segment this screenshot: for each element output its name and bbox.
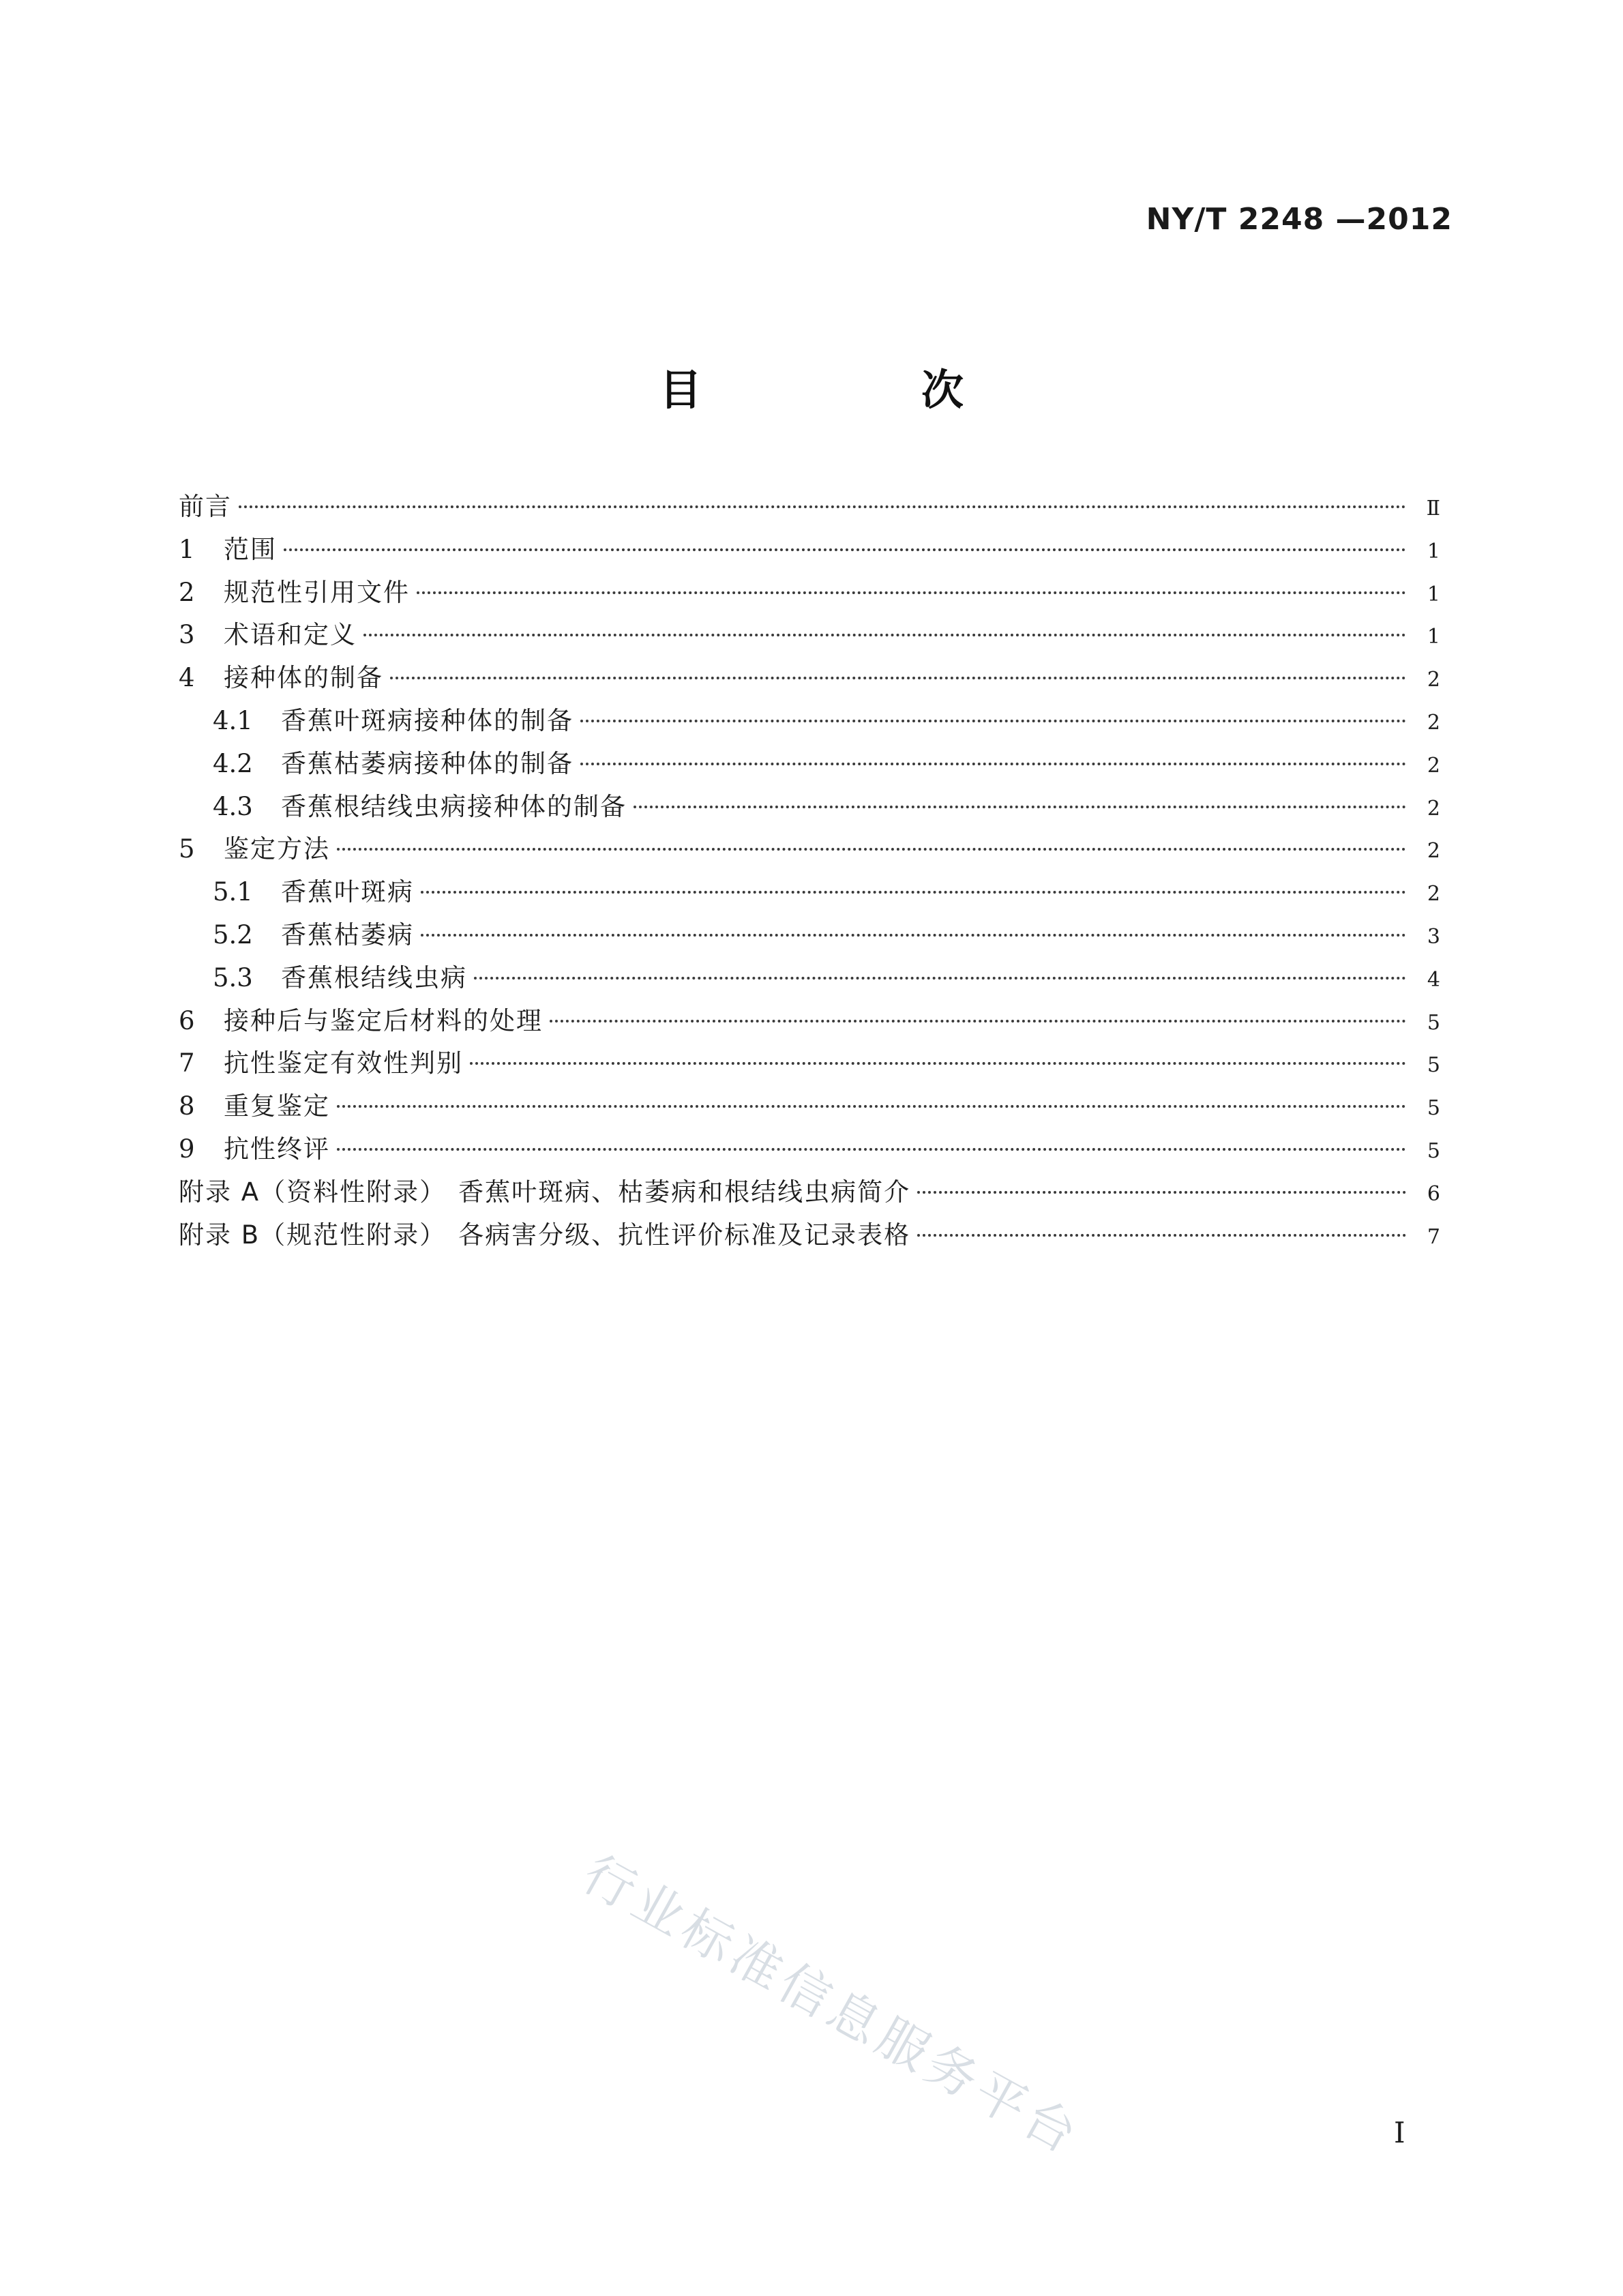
toc-entry-text: 香蕉根结线虫病接种体的制备 <box>281 791 627 821</box>
dot-leader <box>580 720 1406 722</box>
toc-entry-annex-b[interactable] <box>179 1214 1440 1257</box>
toc-entry-number: 附录 A（资料性附录） <box>179 1177 447 1207</box>
dot-leader <box>337 1105 1406 1108</box>
toc-entry-5-3[interactable] <box>179 957 1440 1000</box>
toc-entry-text: 规范性引用文件 <box>224 577 410 607</box>
dot-leader <box>390 677 1406 679</box>
toc-entry-annex-a[interactable] <box>179 1171 1440 1214</box>
dot-leader <box>421 891 1406 894</box>
toc-entry-number: 4.3 <box>213 791 253 821</box>
toc-entry-8[interactable] <box>179 1085 1440 1128</box>
toc-entry-page: 2 <box>1427 668 1440 692</box>
toc-entry-number: 8 <box>179 1091 195 1121</box>
dot-leader <box>417 591 1406 594</box>
toc-entry-text: 前言 <box>179 492 232 521</box>
dot-leader <box>470 1062 1406 1065</box>
page-number: I <box>1394 2116 1405 2149</box>
toc-entry-page: Ⅱ <box>1426 497 1440 520</box>
toc-entry-number: 5 <box>179 834 195 864</box>
toc-entry-text: 香蕉枯萎病 <box>281 919 414 950</box>
dot-leader <box>363 634 1406 636</box>
toc-entry-page: 4 <box>1427 967 1440 992</box>
dot-leader <box>917 1234 1406 1237</box>
toc-entry-page: 2 <box>1427 839 1440 864</box>
toc-entry-text: 香蕉叶斑病 <box>281 877 414 907</box>
toc-entry-number: 4.2 <box>213 748 253 778</box>
toc-entry-page: 3 <box>1427 924 1440 949</box>
table-of-contents <box>179 486 1440 1256</box>
toc-entry-text: 香蕉根结线虫病 <box>281 962 467 992</box>
toc-entry-number: 9 <box>179 1134 195 1164</box>
dot-leader <box>550 1020 1406 1022</box>
toc-entry-text: 接种体的制备 <box>224 663 383 693</box>
toc-entry-page: 1 <box>1427 582 1440 606</box>
toc-entry-5-2[interactable] <box>179 914 1440 957</box>
dot-leader <box>337 848 1406 851</box>
toc-entry-page: 5 <box>1427 1096 1440 1121</box>
toc-entry-2[interactable] <box>179 572 1440 615</box>
toc-entry-page: 7 <box>1427 1224 1440 1249</box>
toc-entry-page: 1 <box>1427 625 1440 649</box>
dot-leader <box>421 934 1406 937</box>
toc-entry-1[interactable] <box>179 529 1440 572</box>
toc-entry-page: 6 <box>1427 1181 1440 1206</box>
toc-entry-text: 抗性鉴定有效性判别 <box>224 1048 463 1078</box>
toc-entry-number: 5.3 <box>213 962 253 992</box>
toc-entry-6[interactable] <box>179 1000 1440 1043</box>
dot-leader <box>634 806 1406 808</box>
toc-entry-3[interactable] <box>179 614 1440 657</box>
toc-entry-4-2[interactable] <box>179 743 1440 786</box>
toc-entry-text: 术语和定义 <box>224 620 357 650</box>
dot-leader <box>917 1191 1406 1194</box>
toc-entry-number: 4 <box>179 663 195 693</box>
toc-entry-text: 范围 <box>224 534 277 564</box>
toc-entry-number: 5.2 <box>213 919 253 950</box>
toc-entry-page: 1 <box>1427 539 1440 563</box>
toc-entry-page: 2 <box>1427 882 1440 907</box>
toc-entry-text: 香蕉叶斑病、枯萎病和根结线虫病简介 <box>458 1177 911 1207</box>
toc-entry-text: 鉴定方法 <box>224 834 330 864</box>
toc-entry-number: 4.1 <box>213 705 253 735</box>
toc-entry-9[interactable] <box>179 1128 1440 1171</box>
toc-entry-page: 5 <box>1427 1010 1440 1035</box>
dot-leader <box>239 505 1406 508</box>
standard-code: NY/T 2248 —2012 <box>1146 202 1453 237</box>
toc-entry-number: 6 <box>179 1005 195 1035</box>
toc-entry-number: 3 <box>179 620 195 650</box>
dot-leader <box>284 548 1406 551</box>
watermark: 行业标准信息服务平台 <box>573 1844 1091 2167</box>
toc-entry-4-3[interactable] <box>179 786 1440 829</box>
toc-entry-page: 2 <box>1427 710 1440 735</box>
toc-entry-number: 2 <box>179 577 195 607</box>
toc-entry-number: 7 <box>179 1048 195 1078</box>
toc-entry-page: 5 <box>1427 1138 1440 1163</box>
toc-entry-preface[interactable] <box>179 486 1440 529</box>
toc-entry-4[interactable] <box>179 657 1440 700</box>
toc-entry-number: 附录 B（规范性附录） <box>179 1220 447 1250</box>
dot-leader <box>337 1148 1406 1151</box>
toc-entry-4-1[interactable] <box>179 700 1440 743</box>
toc-entry-5-1[interactable] <box>179 871 1440 914</box>
toc-entry-5[interactable] <box>179 828 1440 871</box>
toc-entry-text: 重复鉴定 <box>224 1091 330 1121</box>
toc-entry-page: 5 <box>1427 1053 1440 1078</box>
toc-entry-text: 香蕉枯萎病接种体的制备 <box>281 748 574 778</box>
toc-entry-text: 抗性终评 <box>224 1134 330 1164</box>
toc-entry-7[interactable] <box>179 1042 1440 1085</box>
toc-entry-page: 2 <box>1427 753 1440 778</box>
dot-leader <box>580 763 1406 765</box>
page-title: 目 次 <box>659 365 1052 415</box>
toc-entry-text: 香蕉叶斑病接种体的制备 <box>281 705 574 735</box>
toc-entry-number: 1 <box>179 534 195 564</box>
dot-leader <box>474 977 1406 980</box>
toc-entry-text: 接种后与鉴定后材料的处理 <box>224 1005 543 1035</box>
toc-entry-number: 5.1 <box>213 877 253 907</box>
toc-entry-page: 2 <box>1427 796 1440 821</box>
toc-entry-text: 各病害分级、抗性评价标准及记录表格 <box>458 1220 911 1250</box>
